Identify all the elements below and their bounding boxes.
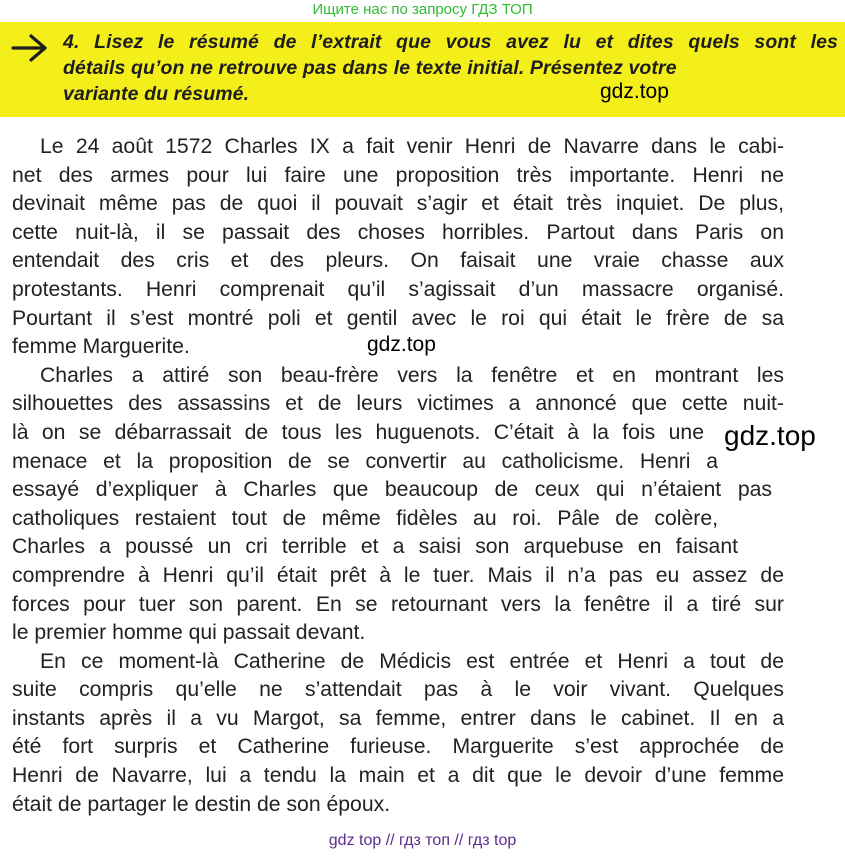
- passage-line: là on se débarrassait de tous les huguenots. C’était à la fois une: [12, 420, 704, 444]
- watermark-right-large: gdz.top: [724, 420, 816, 451]
- passage-line: Henri de Navarre, lui a tendu la main et a dit que le devoir d’une femme: [12, 764, 784, 788]
- passage-line: instants après il a vu Margot, sa femme, entrer dans le cabinet. Il en a: [12, 706, 784, 730]
- passage: [12, 133, 784, 819]
- passage-line: essayé d’expliquer à Charles que beaucoup de ceux qui n’étaient pas: [12, 478, 772, 502]
- passage-line: Charles a attiré son beau-frère vers la fenêtre et en montrant les: [40, 363, 784, 387]
- passage-line: menace et la proposition de se convertir au catholicisme. Henri a: [12, 449, 718, 473]
- passage-line: été fort surpris et Catherine furieuse. Marguerite s’est approchée de: [12, 735, 784, 759]
- watermark-mid: gdz.top: [367, 333, 436, 356]
- passage-line: suite compris qu’elle ne s’attendait pas à le voir vivant. Quelques: [12, 678, 784, 702]
- task-line: détails qu’on ne retrouve pas dans le texte initial. Présentez votre: [63, 57, 677, 79]
- passage-line: silhouettes des assassins et de leurs victimes a annoncé que cette nuit-: [12, 392, 784, 416]
- passage-line: En ce moment-là Catherine de Médicis est entrée et Henri a tout de: [40, 649, 784, 673]
- passage-line: net des armes pour lui faire une proposition très importante. Henri ne: [12, 163, 784, 187]
- passage-line: Charles a poussé un cri terrible et a saisi son arquebuse en faisant: [12, 535, 738, 559]
- passage-line: devinait même pas de quoi il pouvait s’agir et était très inquiet. De plus,: [12, 192, 784, 216]
- task-box: [0, 22, 845, 117]
- passage-line: catholiques restaient tout de même fidèles au roi. Pâle de colère,: [12, 506, 718, 530]
- watermark-task: gdz.top: [600, 80, 669, 103]
- passage-line: le premier homme qui passait devant.: [12, 621, 366, 645]
- passage-line: cette nuit-là, il se passait des choses horribles. Partout dans Paris on: [12, 220, 784, 244]
- task-instruction: [63, 29, 838, 107]
- arrow-right-icon: [10, 32, 52, 64]
- top-watermark: Ищите нас по запросу ГДЗ ТОП: [312, 1, 533, 18]
- passage-line: femme Marguerite.: [12, 335, 190, 359]
- passage-line: était de partager le destin de son époux.: [12, 792, 391, 816]
- passage-line: Le 24 août 1572 Charles IX a fait venir Henri de Navarre dans le cabi-: [40, 135, 784, 158]
- passage-line: entendait des cris et des pleurs. On faisait une vraie chasse aux: [12, 249, 784, 273]
- passage-line: protestants. Henri comprenait qu’il s’agissait d’un massacre organisé.: [12, 277, 784, 301]
- passage-line: forces pour tuer son parent. En se retournant vers la fenêtre il a tiré sur: [12, 592, 784, 616]
- passage-line: Pourtant il s’est montré poli et gentil avec le roi qui était le frère de sa: [12, 306, 784, 330]
- task-line: variante du résumé.: [63, 83, 250, 105]
- bottom-watermark: gdz top // гдз топ // гдз top: [328, 832, 517, 849]
- task-line: 4. Lisez le résumé de l’extrait que vous avez lu et dites quels sont les: [63, 31, 838, 53]
- passage-line: comprendre à Henri qu’il était prêt à le tuer. Mais il n’a pas eu assez de: [12, 563, 784, 587]
